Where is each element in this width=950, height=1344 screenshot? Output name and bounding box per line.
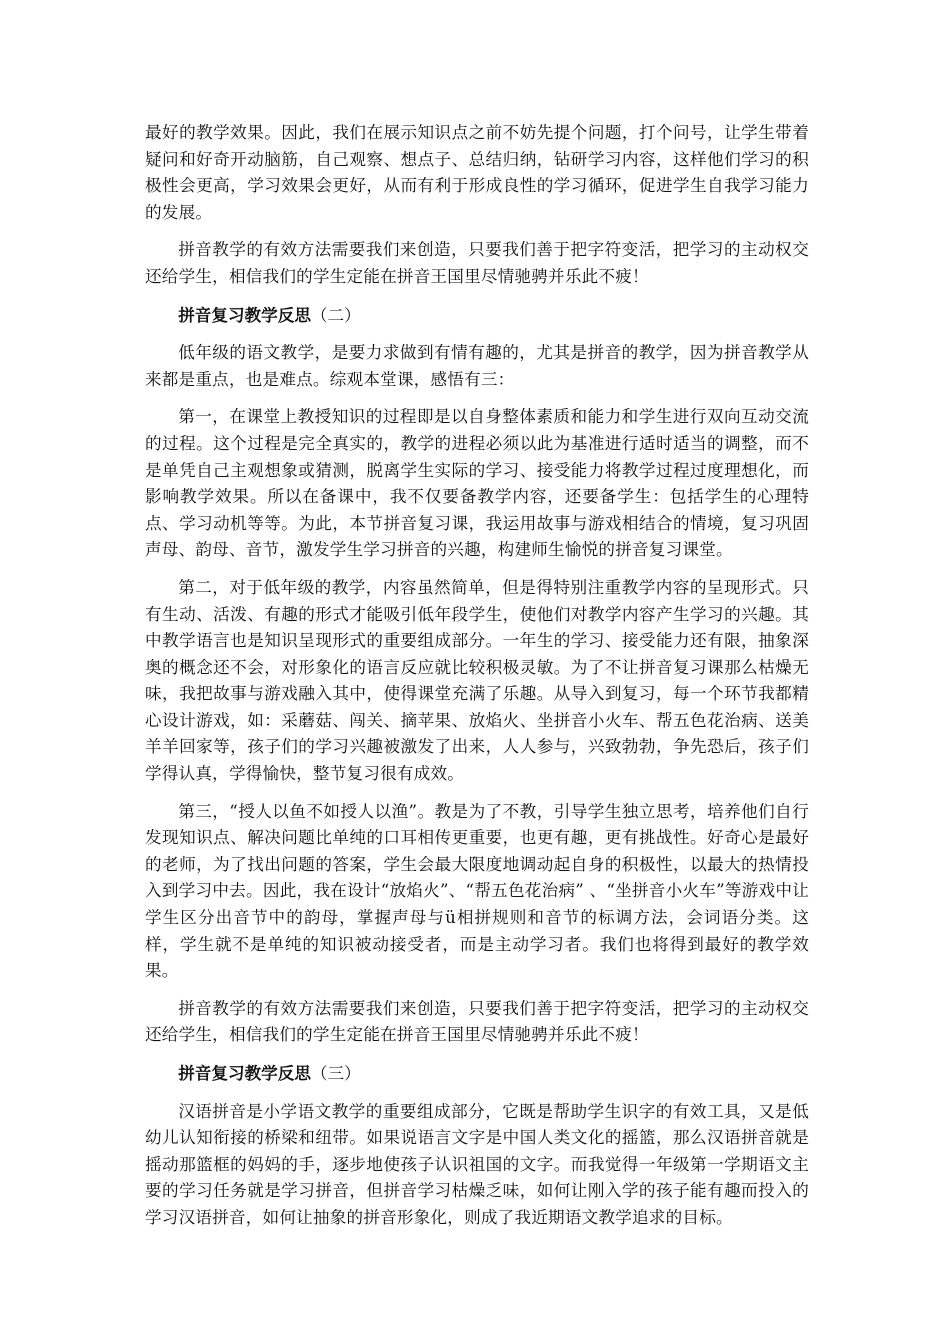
paragraph-point-3: 第三，“授人以鱼不如授人以渔”。教是为了不教，引导学生独立思考，培养他们自行发现知识点、解决问题比单纯的口耳相传更重要，也更有趣，更有挑战性。好奇心是最好的老师，为了找出问题的答案，学生会最大限度地调动起自身的积极性，以最大的热情投入到学习中去。因此，我在设计“放焰火”、“帮五色花治病” 、“坐拼音小火车”等游戏中让学生区分出音节中的韵母，掌握声母与ü相拼规则和音节的标调方法，会词语分类。这样，学生就不是单纯的知识被动接受者，而是主动学习者。我们也将得到最好的教学效果。: [145, 801, 809, 981]
section-heading-3-number: （三）: [310, 1064, 361, 1083]
section-heading-3: [145, 1060, 809, 1088]
paragraph-point-1: 第一，在课堂上教授知识的过程即是以自身整体素质和能力和学生进行双向互动交流的过程。这个过程是完全真实的，教学的进程必须以此为基准进行适时适当的调整，而不是单凭自己主观想象或猜测，脱离学生实际的学习、接受能力将教学过程过度理想化，而影响教学效果。所以在备课中，我不仅要备教学内容，还要备学生：包括学生的心理特点、学习动机等等。为此，本节拼音复习课，我运用故事与游戏相结合的情境，复习巩固声母、韵母、音节，激发学生学习拼音的兴趣，构建师生愉悦的拼音复习课堂。: [145, 407, 809, 560]
paragraph-continued: 最好的教学效果。因此，我们在展示知识点之前不妨先提个问题，打个问号，让学生带着疑问和好奇开动脑筋，自己观察、想点子、总结归纳，钻研学习内容，这样他们学习的积极性会更高，学习效果会更好，从而有利于形成良性的学习循环，促进学生自我学习能力的发展。: [145, 123, 809, 222]
section-heading-2-title: 拼音复习教学反思: [178, 304, 311, 325]
section-heading-2: [145, 302, 809, 330]
paragraph-intro-3: 汉语拼音是小学语文教学的重要组成部分，它既是帮助学生识字的有效工具，又是低幼儿认知衔接的桥梁和纽带。如果说语言文字是中国人类文化的摇篮，那么汉语拼音就是摇动那篮框的妈妈的手，逐步地使孩子认识祖国的文字。而我觉得一年级第一学期语文主要的学习任务就是学习拼音，但拼音学习枯燥乏味，如何让刚入学的孩子能有趣而投入的学习汉语拼音，如何让抽象的拼音形象化，则成了我近期语文教学追求的目标。: [145, 1101, 809, 1227]
section-heading-2-number: （二）: [310, 305, 361, 325]
section-heading-3-title: 拼音复习教学反思: [178, 1063, 311, 1083]
paragraph-point-2: 第二，对于低年级的教学，内容虽然简单，但是得特别注重教学内容的呈现形式。只有生动、活泼、有趣的形式才能吸引低年段学生，使他们对教学内容产生学习的兴趣。其中教学语言也是知识呈现形式的重要组成部分。一年生的学习、接受能力还有限，抽象深奥的概念还不会，对形象化的语言反应就比较积极灵敏。为了不让拼音复习课那么枯燥无味，我把故事与游戏融入其中，使得课堂充满了乐趣。从导入到复习，每一个环节我都精心设计游戏，如：采蘑菇、闯关、摘苹果、放焰火、坐拼音小火车、帮五色花治病、送美羊羊回家等，孩子们的学习兴趣被激发了出来，人人参与，兴致勃勃，争先恐后，孩子们学得认真，学得愉快，整节复习很有成效。: [145, 577, 809, 784]
paragraph-intro-2: 低年级的语文教学，是要力求做到有情有趣的，尤其是拼音的教学，因为拼音教学从来都是重点，也是难点。综观本堂课，感悟有三：: [145, 343, 809, 389]
paragraph-conclusion-1: 拼音教学的有效方法需要我们来创造，只要我们善于把字符变活，把学习的主动权交还给学生，相信我们的学生定能在拼音王国里尽情驰骋并乐此不疲！: [145, 240, 809, 286]
paragraph-conclusion-2: 拼音教学的有效方法需要我们来创造，只要我们善于把字符变活，把学习的主动权交还给学生，相信我们的学生定能在拼音王国里尽情驰骋并乐此不疲！: [145, 998, 809, 1045]
document-body: [145, 120, 809, 1243]
